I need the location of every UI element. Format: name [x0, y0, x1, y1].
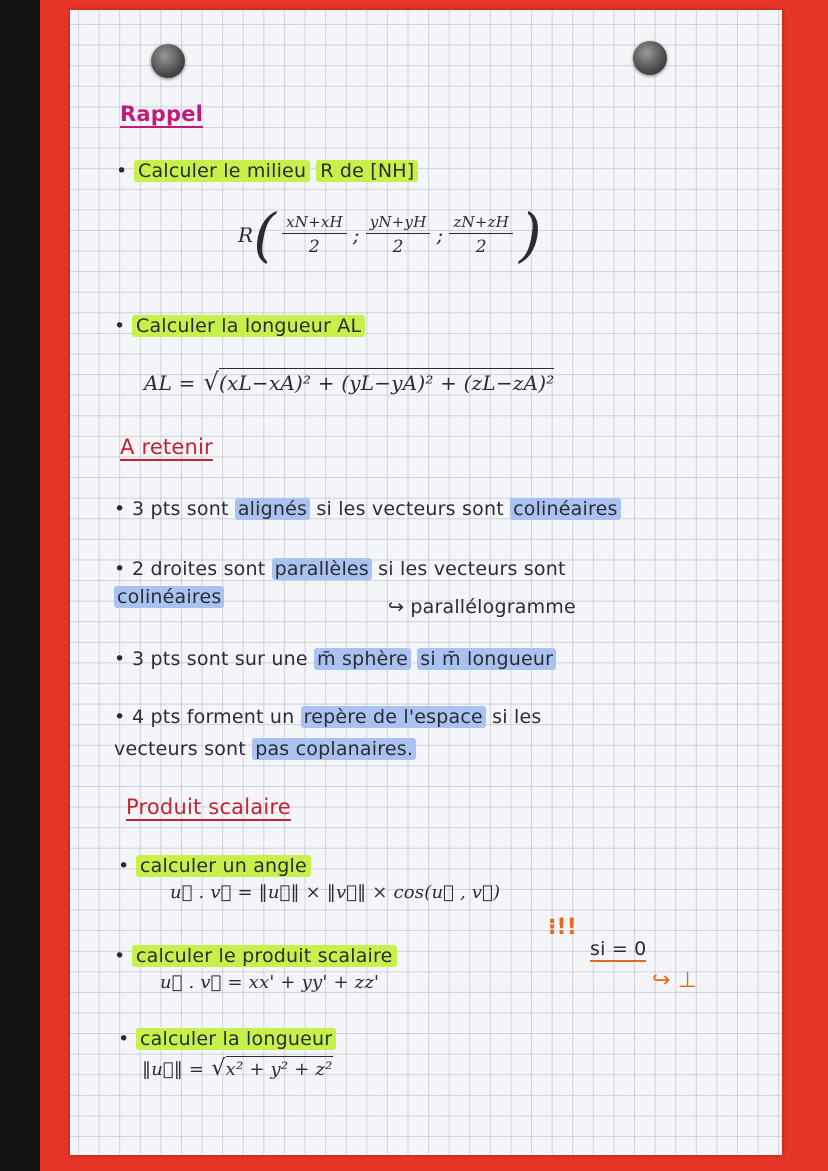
zero-condition: si = 0	[590, 938, 647, 960]
pin-icon	[633, 41, 667, 75]
produit-item-scalar: • calculer le produit scalaire	[114, 945, 397, 967]
bullet-icon: •	[114, 648, 126, 670]
norm-formula: ‖u⃗‖ = √x² + y² + z²	[142, 1056, 333, 1081]
length-formula: AL = √(xL−xA)² + (yL−yA)² + (zL−zA)²	[144, 368, 555, 396]
warning-icon: ⁝!!	[548, 915, 578, 940]
retenir-item-parallel-cont: colinéaires	[114, 586, 224, 608]
midpoint-object: R de [NH]	[316, 160, 418, 182]
rappel-title: Rappel	[120, 102, 204, 126]
parallelogram-note: ↪ parallélogramme	[388, 596, 576, 618]
retenir-title: A retenir	[120, 435, 213, 459]
midpoint-R: R	[238, 223, 254, 247]
left-paren: (	[253, 201, 277, 269]
rappel-item-midpoint	[116, 160, 418, 182]
produit-item-length: • calculer la longueur	[118, 1028, 336, 1050]
bullet-icon: •	[118, 855, 130, 877]
pin-icon	[151, 44, 185, 78]
frac-y: $\frac{yN+yH}{2}$	[366, 213, 431, 257]
frac-z: $\frac{zN+zH}{2}$	[449, 213, 513, 257]
angle-formula: u⃗ . v⃗ = ‖u⃗‖ × ‖v⃗‖ × cos(u⃗ , v⃗)	[170, 882, 501, 903]
rappel-item-length	[114, 315, 365, 337]
bullet-icon: •	[114, 706, 126, 728]
bullet-icon: •	[118, 1028, 130, 1050]
bullet-icon: •	[114, 558, 126, 580]
length-radicand: (xL−xA)² + (yL−yA)² + (zL−zA)²	[219, 368, 555, 395]
retenir-item-frame-cont: vecteurs sont pas coplanaires.	[114, 738, 416, 760]
frac-x: $\frac{xN+xH}{2}$	[282, 213, 347, 257]
retenir-item-frame: • 4 pts forment un repère de l'espace si les	[114, 706, 542, 728]
retenir-item-sphere: • 3 pts sont sur une m̄ sphère si m̄ longueur	[114, 648, 556, 670]
retenir-item-parallel: • 2 droites sont parallèles si les vecteurs sont	[114, 558, 566, 580]
retenir-item-aligned: • 3 pts sont alignés si les vecteurs sont colinéaires	[114, 498, 621, 520]
perpendicular-note: ↪ ⊥	[652, 968, 698, 993]
produit-item-angle: • calculer un angle	[118, 855, 311, 877]
note-card	[70, 10, 782, 1155]
bullet-icon: •	[114, 498, 126, 520]
scalar-formula: u⃗ . v⃗ = xx' + yy' + zz'	[160, 972, 380, 993]
produit-title: Produit scalaire	[126, 795, 291, 819]
bullet-icon: •	[114, 945, 126, 967]
length-label: Calculer la longueur AL	[132, 315, 365, 337]
midpoint-label: Calculer le milieu	[134, 160, 310, 182]
left-dark-border	[0, 0, 40, 1171]
bullet-icon: •	[116, 160, 128, 182]
right-paren: )	[519, 201, 542, 269]
midpoint-formula: R( $\frac{xN+xH}{2}$ ; $\frac{yN+yH}{2}$ ; $\frac{zN+zH}{2}$ )	[238, 201, 542, 269]
bullet-icon: •	[114, 315, 126, 337]
